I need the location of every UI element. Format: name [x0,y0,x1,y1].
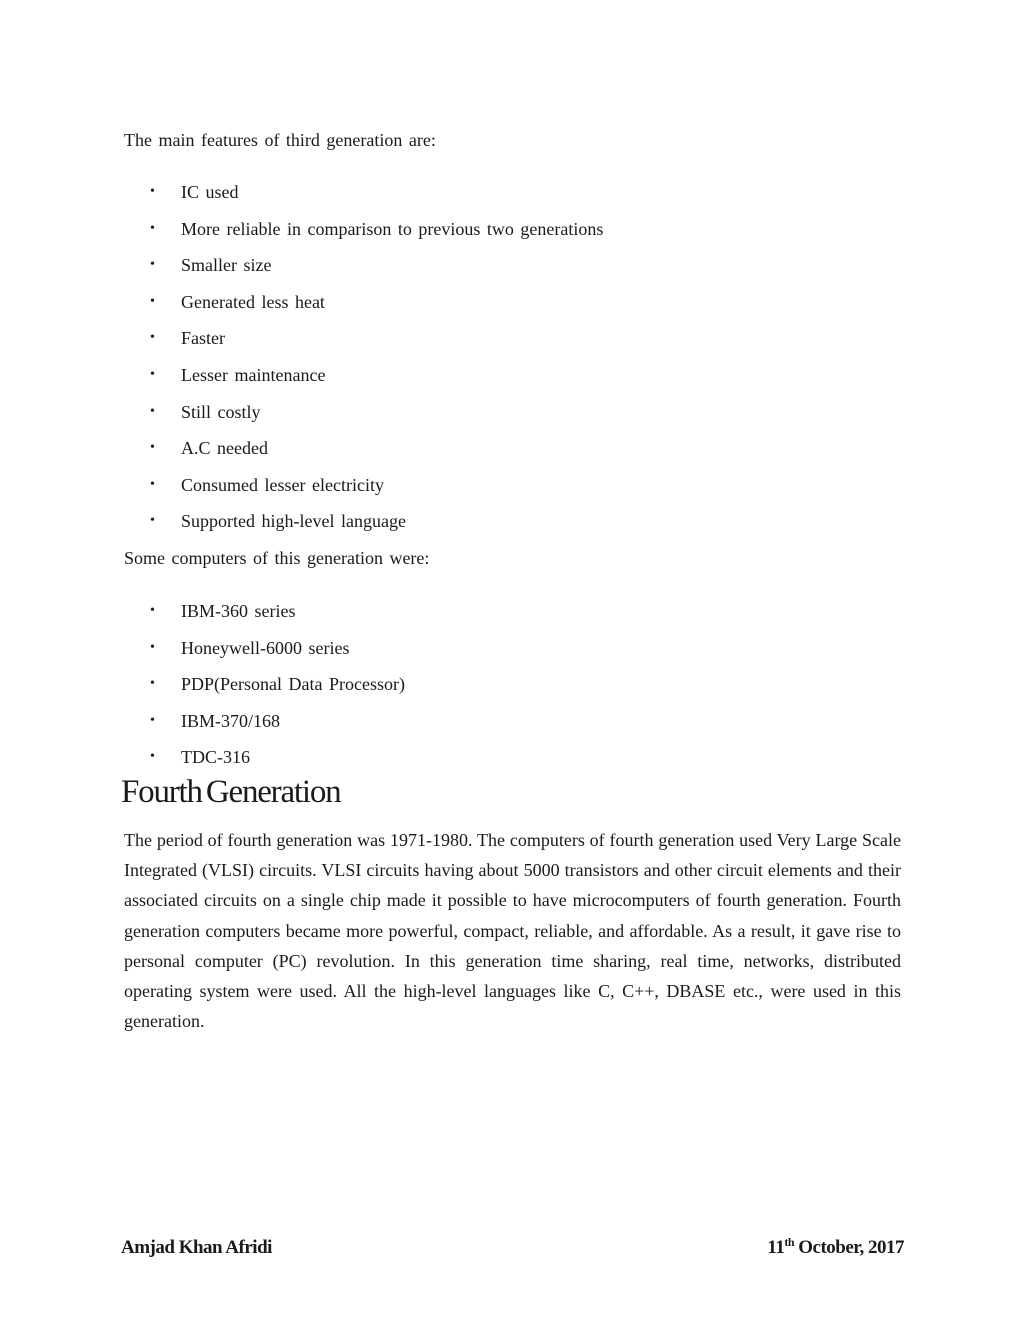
list-item: • Lesser maintenance [124,363,603,400]
list-item: • IBM-360 series [124,599,405,636]
list-item: • Generated less heat [124,290,603,327]
third-generation-computers-list [124,599,405,782]
list-item: • More reliable in comparison to previous two generations [124,217,603,254]
list-item: • PDP(Personal Data Processor) [124,672,405,709]
list-item: • Supported high-level language [124,509,603,546]
footer-date-suffix: th [784,1235,795,1249]
footer-date [767,1236,904,1260]
list-item: • IBM-370/168 [124,709,405,746]
list-item: • Honeywell-6000 series [124,636,405,673]
footer-author: Amjad Khan Afridi [121,1237,272,1258]
footer-date-rest: October, 2017 [794,1237,904,1258]
third-generation-features-list [124,180,603,546]
fourth-generation-paragraph: The period of fourth generation was 1971-1980. The computers of fourth generation used Very Large Scale Integrated (VLSI) circuits. VLSI circuits having about 5000 transistors and other circuit elements and their associated circuits on a single chip made it possible to have microcomputers of fourth generation. Fourth generation computers became more powerful, compact, reliable, and affordable. As a result, it gave rise to personal computer (PC) revolution. In this generation time sharing, real time, networks, distributed operating system were used. All the high-level languages like C, C++, DBASE etc., were used in this generation. [124,830,901,1032]
list-item: • IC used [124,180,603,217]
features-intro: The main features of third generation are: [124,130,436,150]
list-item: • Consumed lesser electricity [124,473,603,510]
list-item: • A.C needed [124,436,603,473]
computers-intro: Some computers of this generation were: [124,548,430,568]
footer-date-day: 11 [767,1237,785,1258]
list-item: • Still costly [124,400,603,437]
list-item: • Faster [124,326,603,363]
list-item: • Smaller size [124,253,603,290]
section-heading: Fourth Generation [121,774,341,810]
list-item: • TDC-316 [124,745,405,782]
